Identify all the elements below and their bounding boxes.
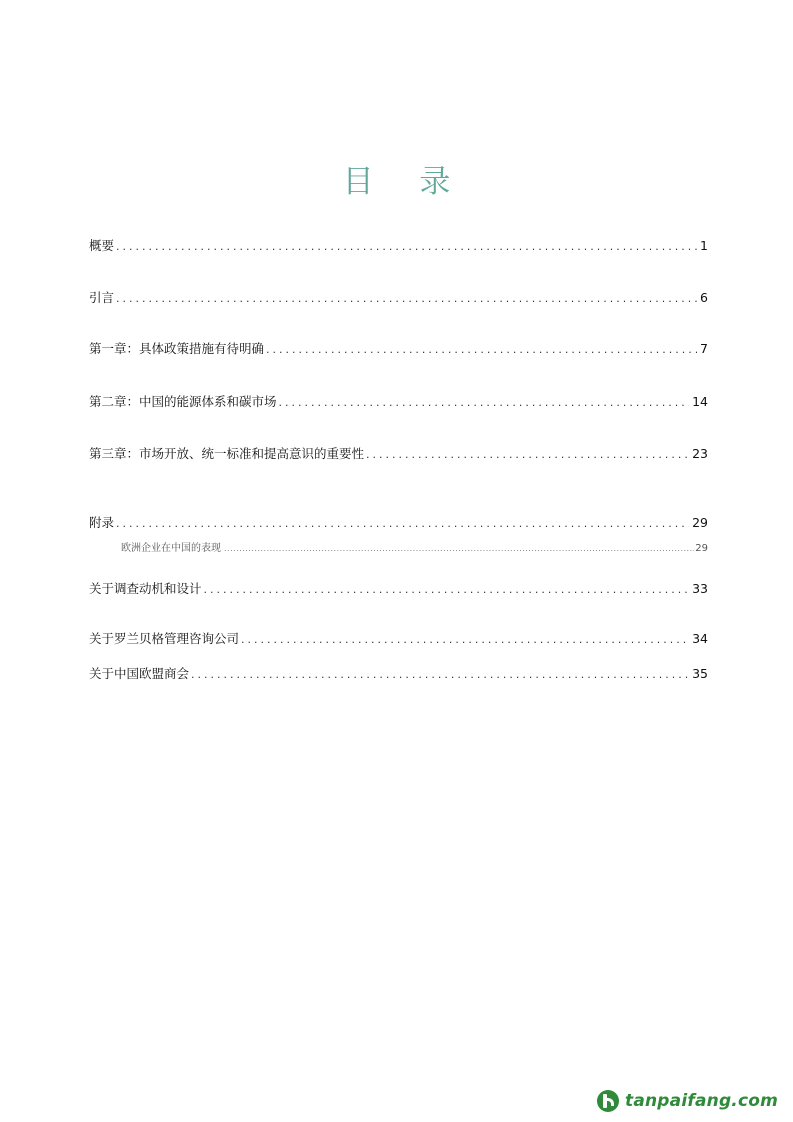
tanpaifang-logo-icon [597, 1090, 619, 1112]
toc-entry-roland-berger[interactable] [89, 631, 708, 648]
toc-leader-dots [204, 582, 690, 598]
toc-entry-page: 6 [700, 290, 708, 305]
toc-subentry-european-companies[interactable] [121, 542, 708, 555]
toc-subentry-label: 欧洲企业在中国的表现 [121, 543, 221, 554]
toc-leader-dots [116, 291, 697, 307]
toc-entry-page: 33 [692, 581, 708, 596]
toc-entry-page: 1 [700, 238, 708, 253]
toc-entry-chapter-2[interactable] [89, 394, 708, 411]
toc-entry-appendix[interactable] [89, 515, 708, 532]
toc-entry-label: 引言 [89, 290, 115, 305]
toc-entry-page: 34 [692, 631, 708, 646]
toc-entry-label: 第三章：市场开放、统一标准和提高意识的重要性 [89, 446, 365, 461]
toc-leader-dots [366, 447, 689, 463]
page-title: 目 录 [342, 164, 469, 200]
toc-leader-dots [279, 395, 690, 411]
toc-subentry-page: 29 [695, 543, 708, 554]
toc-entry-page: 7 [700, 341, 708, 356]
toc-entry-label: 附录 [89, 515, 115, 530]
toc-entry-page: 23 [692, 446, 708, 461]
toc-leader-dots [116, 516, 689, 532]
toc-entry-chapter-1[interactable] [89, 341, 708, 358]
toc-entry-label: 关于罗兰贝格管理咨询公司 [89, 631, 240, 646]
toc-entry-summary[interactable] [89, 238, 708, 255]
toc-entry-survey-design[interactable] [89, 581, 708, 598]
toc-leader-dots [241, 632, 689, 648]
toc-entry-chapter-3[interactable] [89, 446, 708, 463]
toc-entry-label: 概要 [89, 238, 115, 253]
watermark-text: tanpaifang.com [625, 1091, 779, 1111]
toc-entry-label: 关于调查动机和设计 [89, 581, 202, 596]
watermark-logo [597, 1090, 778, 1112]
toc-leader-dots [224, 542, 694, 555]
toc-entry-page: 35 [692, 666, 708, 681]
toc-leader-dots [191, 667, 689, 683]
toc-entry-page: 29 [692, 515, 708, 530]
toc-entry-eu-chamber[interactable] [89, 666, 708, 683]
toc-entry-label: 第一章：具体政策措施有待明确 [89, 341, 265, 356]
toc-entry-label: 关于中国欧盟商会 [89, 666, 190, 681]
toc-leader-dots [116, 239, 697, 255]
toc-entry-label: 第二章：中国的能源体系和碳市场 [89, 394, 277, 409]
toc-entry-introduction[interactable] [89, 290, 708, 307]
toc-entry-page: 14 [692, 394, 708, 409]
toc-leader-dots [266, 342, 697, 358]
